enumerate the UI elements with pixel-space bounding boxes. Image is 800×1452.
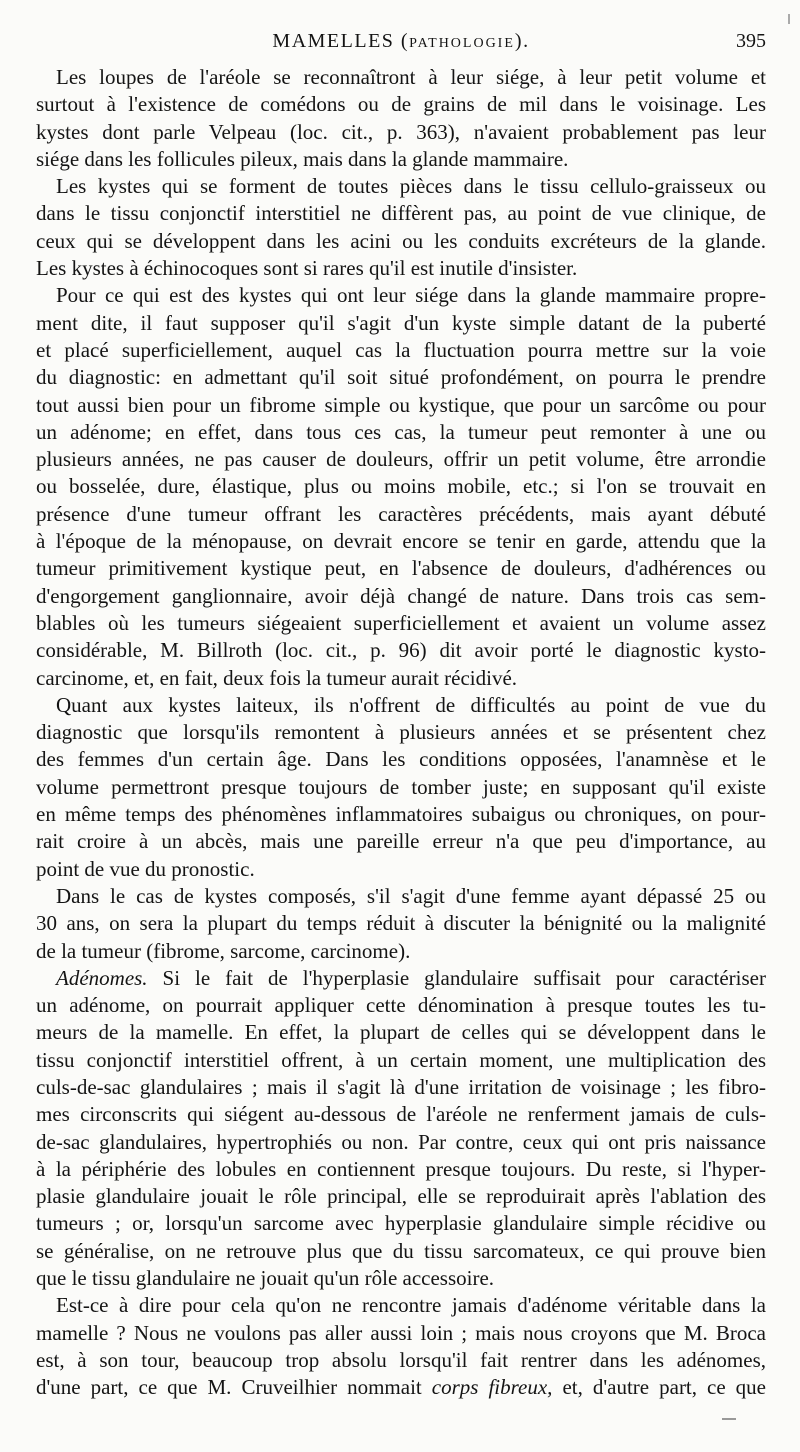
text-line: [36, 801, 766, 828]
line-text: que le tissu glandulaire ne jouait qu'un rôle accessoire.: [36, 1266, 495, 1291]
line-text: Les loupes de l'aréole se reconnaîtront à leur siége, à leur petit volume et: [56, 65, 766, 89]
text-line: [36, 1047, 766, 1074]
text-line: [36, 583, 766, 610]
text-line: [36, 1374, 766, 1401]
text-line: [36, 392, 766, 419]
text-line: [36, 419, 766, 446]
line-text: tissu conjonctif interstitiel offrent, à un certain moment, une multiplication des: [36, 1047, 766, 1072]
running-head: [36, 30, 766, 56]
text-line: [36, 856, 766, 883]
text-line: [36, 119, 766, 146]
text-line: [36, 1292, 766, 1319]
line-text: d'une part, ce que M. Cruveilhier nommait: [36, 1375, 422, 1400]
text-line: [36, 637, 766, 664]
line-text: présence d'une tumeur offrant les caractères précédents, mais ayant débuté: [36, 501, 766, 526]
text-line: [36, 910, 766, 937]
line-text: un adénome, on pourrait appliquer cette dénomination à presque toutes les tu-: [36, 993, 766, 1018]
line-text: diagnostic que lorsqu'ils remontent à plusieurs années et se présentent chez: [36, 720, 766, 745]
line-text: rait croire à un abcès, mais une pareille erreur n'a que peu d'importance, au: [36, 829, 766, 854]
line-text: Les kystes à échinocoques sont si rares qu'il est inutile d'insister.: [36, 256, 578, 281]
line-text: blables où les tumeurs siégeaient superficiellement et avaient un volume assez: [36, 610, 766, 635]
text-line: [36, 828, 766, 855]
text-line: [36, 91, 766, 118]
text-line: [36, 1101, 766, 1128]
text-line: [36, 665, 766, 692]
line-text: surtout à l'existence de comédons ou de grains de mil dans le voisinage. Les: [36, 92, 766, 117]
line-text: et placé superficiellement, auquel cas la fluctuation pourra mettre sur la voie: [36, 337, 766, 362]
text-line: [36, 610, 766, 637]
text-line: [36, 1074, 766, 1101]
text-line: [36, 965, 766, 992]
text-line: [36, 1129, 766, 1156]
text-line: [36, 719, 766, 746]
line-text: un adénome; en effet, dans tous ces cas, la tumeur peut remonter à une ou: [36, 419, 766, 444]
footer-mark: [722, 1418, 736, 1420]
line-text: en même temps des phénomènes inflammatoires subaigus ou chroniques, on pour-: [36, 802, 766, 827]
text-line: [36, 1210, 766, 1237]
line-text: Est-ce à dire pour cela qu'on ne rencontre jamais d'adénome véritable dans la: [56, 1293, 766, 1318]
line-text: Dans le cas de kystes composés, s'il s'agit d'une femme ayant dépassé 25 ou: [56, 883, 766, 908]
line-text: mes circonscrits qui siégent au-dessous de l'aréole ne renferment jamais de culs-: [36, 1102, 766, 1127]
text-line: [36, 692, 766, 719]
text-line: [36, 1265, 766, 1292]
text-line: [36, 228, 766, 255]
line-text: 30 ans, on sera la plupart du temps réduit à discuter la bénignité ou la malignité: [36, 911, 766, 936]
line-text: des femmes d'un certain âge. Dans les conditions opposées, l'anamnèse et le: [36, 747, 766, 772]
line-text: Quant aux kystes laiteux, ils n'offrent de difficultés au point de vue du: [56, 692, 766, 717]
body-text: [36, 64, 766, 1402]
line-text: se généralise, on ne retrouve plus que du tissu sarcomateux, ce qui prouve bien: [36, 1238, 766, 1263]
text-line: [36, 501, 766, 528]
line-text: considérable, M. Billroth (loc. cit., p. 96) dit avoir porté le diagnostic kysto-: [36, 638, 766, 663]
text-line: [36, 337, 766, 364]
text-line: [36, 473, 766, 500]
line-text: tumeurs ; or, lorsqu'un sarcome avec hyperplasie glandulaire simple récidive ou: [36, 1211, 766, 1236]
text-line: [36, 1156, 766, 1183]
line-text: point de vue du pronostic.: [36, 856, 255, 881]
line-text: Si le fait de l'hyperplasie glandulaire suffisait pour caractériser: [162, 965, 766, 990]
text-line: [36, 64, 766, 91]
line-text: carcinome, et, en fait, deux fois la tumeur aurait récidivé.: [36, 665, 518, 690]
line-text: dans le tissu conjonctif interstitiel ne diffèrent pas, au point de vue clinique, de: [36, 201, 766, 226]
running-title-close: ).: [514, 30, 530, 52]
line-text: Pour ce qui est des kystes qui ont leur siége dans la glande mammaire propre-: [56, 283, 766, 308]
text-line: [36, 992, 766, 1019]
line-text: ou bosselée, dure, élastique, plus ou moins mobile, etc.; si l'on se trouvait en: [36, 474, 766, 499]
line-text: volume permettront presque toujours de tomber juste; en supposant qu'il existe: [36, 774, 766, 799]
text-line: [36, 1347, 766, 1374]
scan-mark: [788, 14, 790, 24]
line-text: est, à son tour, beaucoup trop absolu lorsqu'il fait rentrer dans les adénomes,: [36, 1347, 766, 1372]
section-heading: Adénomes.: [56, 965, 148, 990]
line-text: de la tumeur (fibrome, sarcome, carcinome).: [36, 938, 411, 963]
text-line: [36, 1238, 766, 1265]
line-text: mamelle ? Nous ne voulons pas aller aussi loin ; mais nous croyons que M. Broca: [36, 1320, 766, 1345]
line-text: plasie glandulaire jouait le rôle principal, elle se reproduirait après l'ablation des: [36, 1184, 766, 1209]
text-line: [36, 1183, 766, 1210]
line-text: plusieurs années, ne pas causer de douleurs, offrir un petit volume, être arrondie: [36, 447, 766, 472]
running-title: [36, 30, 766, 53]
line-text-tail: et, d'autre part, ce que: [562, 1375, 766, 1400]
italic-term: corps fibreux,: [431, 1375, 553, 1400]
text-line: [36, 938, 766, 965]
line-text: siége dans les follicules pileux, mais dans la glande mammaire.: [36, 146, 569, 171]
line-text: du diagnostic: en admettant qu'il soit situé profondément, on pourra le prendre: [36, 365, 766, 390]
text-line: [36, 310, 766, 337]
line-text: ment dite, il faut supposer qu'il s'agit d'un kyste simple datant de la puberté: [36, 310, 766, 335]
line-text: tumeur primitivement kystique peut, en l'absence de douleurs, d'adhérences ou: [36, 556, 766, 581]
text-line: [36, 173, 766, 200]
page-number: 395: [736, 30, 766, 52]
text-line: [36, 883, 766, 910]
line-text: à la périphérie des lobules en contiennent presque toujours. Du reste, si l'hyper-: [36, 1156, 766, 1181]
line-text: Les kystes qui se forment de toutes pièces dans le tissu cellulo-graisseux ou: [56, 174, 766, 199]
running-title-section: PATHOLOGIE: [409, 36, 515, 51]
line-text: tout aussi bien pour un fibrome simple ou kystique, que pour un sarcôme ou pour: [36, 392, 766, 417]
text-line: [36, 282, 766, 309]
line-text: meurs de la mamelle. En effet, la plupart de celles qui se développent dans le: [36, 1020, 766, 1045]
text-line: [36, 146, 766, 173]
text-line: [36, 746, 766, 773]
text-line: [36, 1019, 766, 1046]
text-line: [36, 1320, 766, 1347]
running-title-main: MAMELLES (: [272, 30, 410, 52]
text-line: [36, 528, 766, 555]
text-line: [36, 774, 766, 801]
line-text: de-sac glandulaires, hypertrophiés ou non. Par contre, ceux qui ont pris naissance: [36, 1129, 766, 1154]
line-text: ceux qui se développent dans les acini ou les conduits excréteurs de la glande.: [36, 228, 766, 253]
text-line: [36, 200, 766, 227]
line-text: d'engorgement ganglionnaire, avoir déjà changé de nature. Dans trois cas sem-: [36, 583, 766, 608]
line-text: kystes dont parle Velpeau (loc. cit., p. 363), n'avaient probablement pas leur: [36, 119, 766, 144]
line-text: culs-de-sac glandulaires ; mais il s'agit là d'une irritation de voisinage ; les fibro-: [36, 1074, 766, 1099]
text-line: [36, 555, 766, 582]
text-line: [36, 446, 766, 473]
line-text: à l'époque de la ménopause, on devrait encore se tenir en garde, attendu que la: [36, 529, 766, 554]
text-line: [36, 364, 766, 391]
text-line: [36, 255, 766, 282]
